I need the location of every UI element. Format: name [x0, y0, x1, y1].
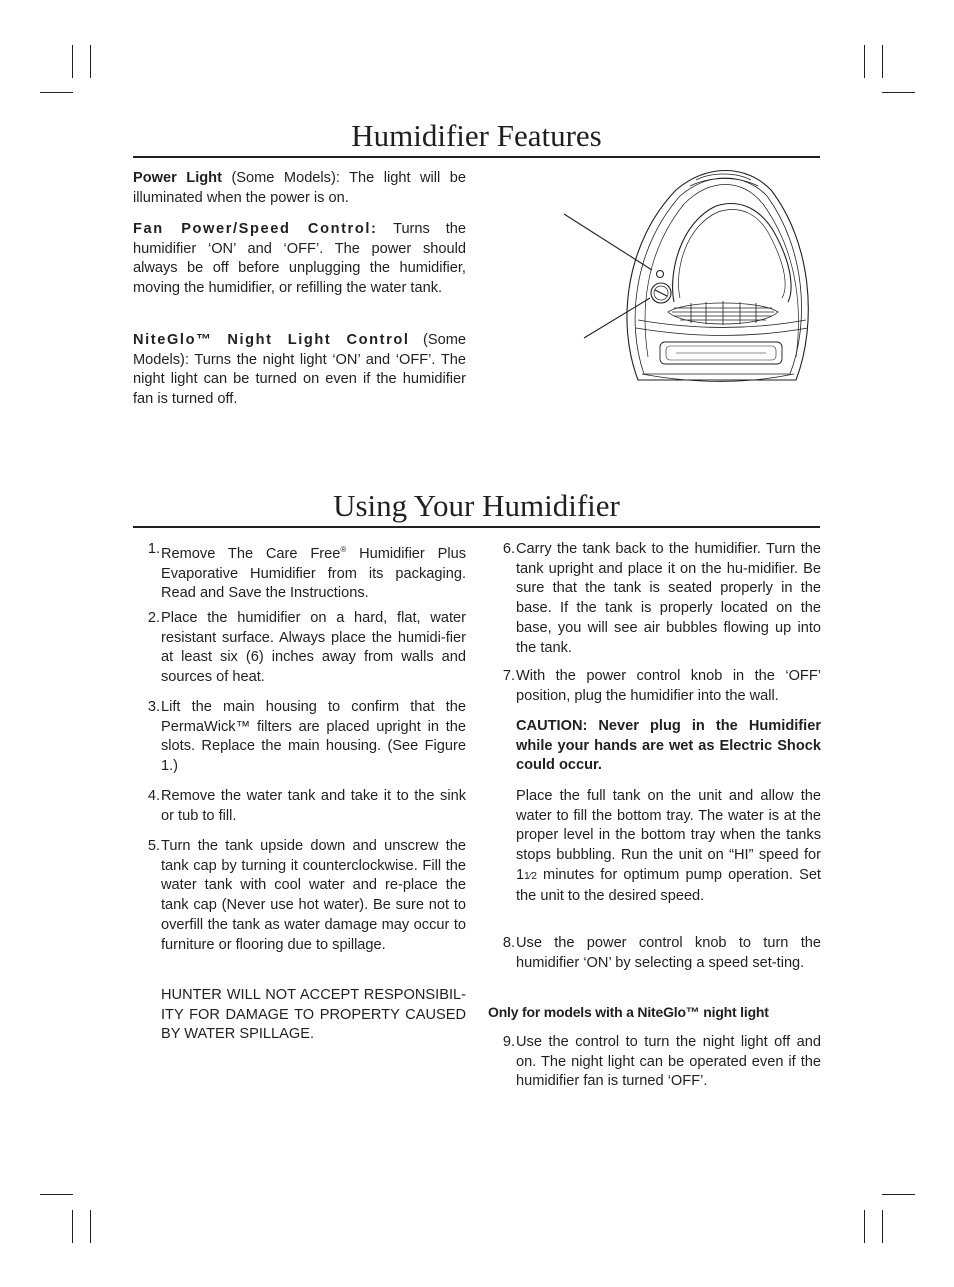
fill-note	[516, 787, 821, 906]
step-3	[136, 698, 466, 777]
step-number: 4.	[147, 788, 160, 804]
title-rule	[133, 156, 820, 158]
using-title-rule	[133, 526, 820, 528]
step-text: Place the humidifier on a hard, flat, water resistant surface. Always place the humidi-fier at least six (6) inches away from walls and sources of heat.	[161, 610, 466, 686]
step-2	[136, 609, 466, 688]
step-4	[136, 787, 466, 826]
step-9	[491, 1033, 821, 1092]
humidifier-illustration	[556, 162, 821, 392]
step-text: Use the control to turn the night light off and on. The night light can be operated even if the humidifier fan is turned ‘OFF’.	[516, 1034, 821, 1090]
fan-control-text: Turns the humidifier ‘ON’ and ‘OFF’. The power should always be off before unplugging the humidifier, moving the humidifier, or refilling the water tank.	[133, 221, 466, 297]
step-text: Lift the main housing to confirm that the PermaWick™ filters are placed upright in the slots. Replace the main housing. (See Figure 1.)	[161, 699, 466, 775]
step-5	[136, 837, 466, 955]
vent-grille	[668, 301, 778, 325]
niteglo-heading: Only for models with a NiteGlo™ night light	[488, 1004, 769, 1020]
fill-note-text-a: Place the full tank on the unit and allow the water to fill the bottom tray. The water is at the proper level in the bottom tray when the tanks stops bubbling. Run the unit on “HI” speed for 1	[516, 788, 821, 883]
registered-mark: ®	[340, 545, 347, 554]
fan-control-label: Fan Power/Speed Control:	[133, 221, 378, 237]
power-light-label: Power Light	[133, 170, 222, 186]
power-light-text: (Some Models): The light will be illuminated when the power is on.	[133, 170, 466, 206]
step-text: Carry the tank back to the humidifier. Turn the tank upright and place it on the hu-midifier. Be sure that the tank is seated properly in the base. If the tank is properly located on the base, you will see air bubbles flowing up into the tank.	[516, 541, 821, 656]
step-text: Turn the tank upside down and unscrew the tank cap by turning it counterclockwise. Fill the water tank with cool water and re-place the tank cap (Never use hot water). Be sure not to overfill the tank as water damage may occur to furniture or flooring due to spillage.	[161, 838, 466, 953]
step-number: 9.	[502, 1034, 515, 1050]
step-number: 8.	[502, 935, 515, 951]
step-number: 5.	[147, 838, 160, 854]
fill-note-text-b: minutes for optimum pump operation. Set the unit to the desired speed.	[516, 866, 821, 904]
step-text: With the power control knob in the ‘OFF’ position, plug the humidifier into the wall.	[516, 668, 821, 704]
fan-control-callout-line	[584, 298, 650, 338]
step-1-text-b: Humidifier Plus Evaporative Humidifier from its packaging. Read and Save the Instructions.	[161, 545, 467, 602]
step-6	[491, 540, 821, 658]
step-1-text-a: Remove The Care Free	[161, 545, 341, 562]
step-number: 2.	[147, 610, 160, 626]
using-title: Using Your Humidifier	[333, 488, 620, 523]
step-number: 1.	[147, 541, 160, 557]
fill-note-fraction: 1⁄2	[524, 870, 537, 882]
fan-control-paragraph	[133, 220, 466, 299]
caution-notice: CAUTION: Never plug in the Humidifier while your hands are wet as Electric Shock could occur.	[516, 718, 821, 774]
night-light-label: NiteGlo™ Night Light Control	[133, 332, 410, 348]
night-light-paragraph	[133, 331, 466, 410]
step-number: 3.	[147, 699, 160, 715]
tank-window	[673, 204, 791, 302]
step-text	[161, 540, 466, 604]
step-text: Remove the water tank and take it to the sink or tub to fill.	[161, 788, 466, 824]
step-text: Use the power control knob to turn the humidifier ‘ON’ by selecting a speed set-ting.	[516, 935, 821, 971]
hunter-notice: HUNTER WILL NOT ACCEPT RESPONSIBIL-ITY FOR DAMAGE TO PROPERTY CAUSED BY WATER SPILLAGE.	[161, 987, 466, 1043]
step-number: 6.	[502, 541, 515, 557]
power-light-paragraph	[133, 169, 466, 208]
step-number: 7.	[502, 668, 515, 684]
power-light-icon	[657, 271, 664, 278]
humidifier-body	[627, 171, 808, 381]
night-light-panel	[660, 342, 782, 364]
night-light-text: (Some Models): Turns the night light ‘ON’ and ‘OFF’. The night light can be turned on even if the humidifier fan is turned off.	[133, 332, 466, 408]
step-8	[491, 934, 821, 973]
step-1	[136, 540, 466, 604]
power-light-callout-line	[564, 214, 652, 270]
features-title: Humidifier Features	[351, 118, 602, 153]
step-7	[491, 667, 821, 706]
